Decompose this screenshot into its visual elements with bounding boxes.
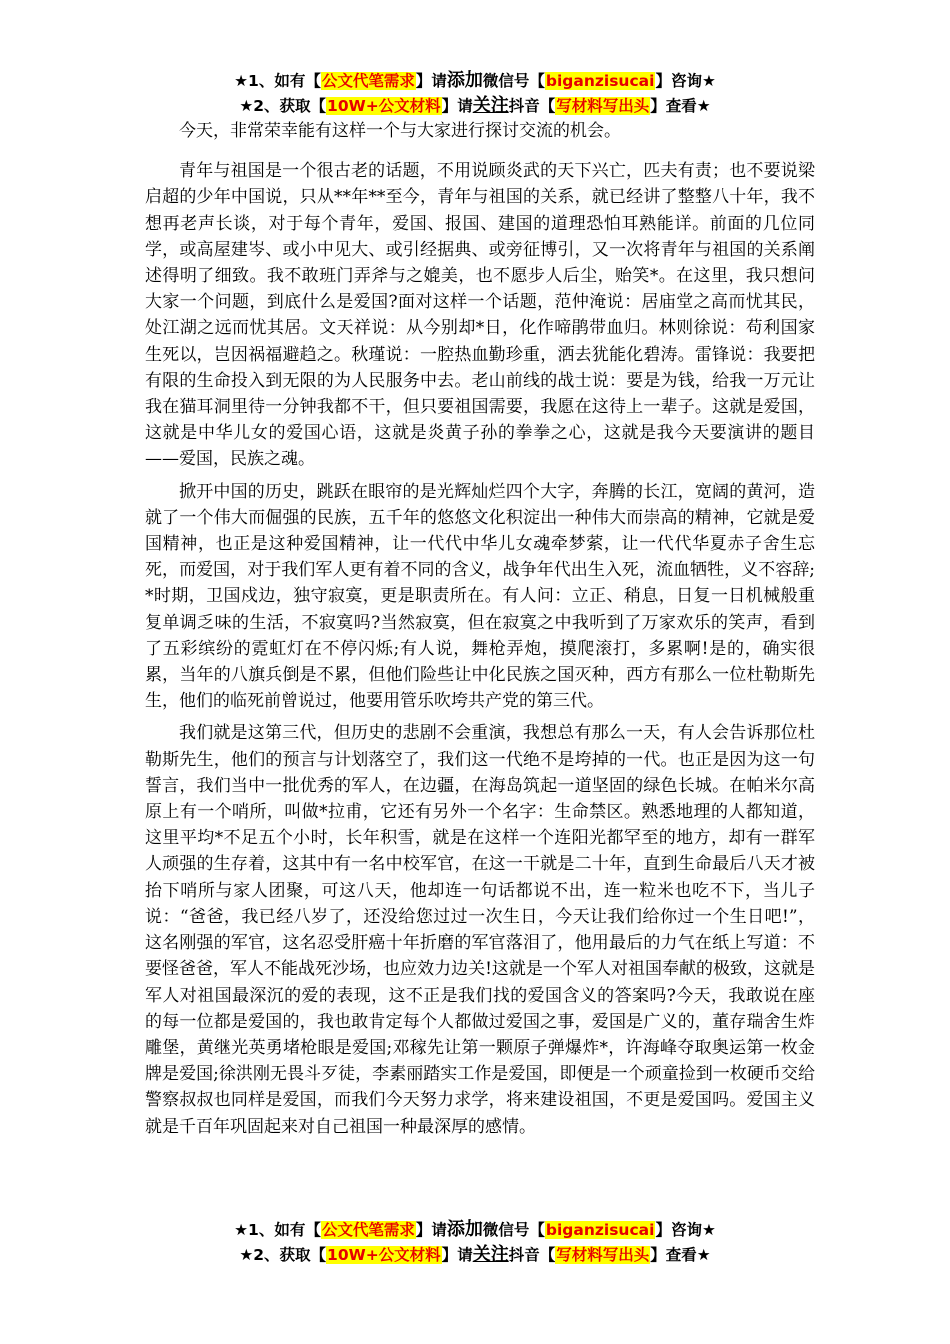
promo-text: 】请 — [441, 1246, 473, 1264]
highlight-douyin-account: 写材料写出头 — [556, 1246, 650, 1264]
promo-text: ★2、获取【 — [239, 97, 327, 115]
promo-line-1 — [0, 68, 950, 93]
highlight-ghostwriting: 公文代笔需求 — [321, 72, 415, 90]
promo-line-2 — [0, 1242, 950, 1267]
promo-header — [0, 68, 950, 118]
promo-emphasis-follow: 关注 — [472, 95, 509, 116]
highlight-ghostwriting: 公文代笔需求 — [321, 1221, 415, 1239]
promo-footer — [0, 1217, 950, 1267]
promo-text: ★1、如有【 — [234, 72, 321, 90]
highlight-materials: 10W+公文材料 — [327, 97, 441, 115]
promo-text: ★1、如有【 — [234, 1221, 321, 1239]
promo-text: 微信号【 — [482, 1221, 545, 1239]
promo-text: 】咨询★ — [655, 72, 716, 90]
promo-text: 抖音【 — [508, 97, 556, 115]
highlight-wechat-id: biganzisucai — [545, 1221, 655, 1239]
promo-emphasis-follow: 关注 — [472, 1244, 509, 1265]
promo-emphasis-add: 添加 — [446, 1219, 483, 1240]
promo-text: 微信号【 — [482, 72, 545, 90]
promo-text: ★2、获取【 — [239, 1246, 327, 1264]
promo-text: 】请 — [415, 1221, 447, 1239]
promo-emphasis-add: 添加 — [446, 70, 483, 91]
promo-text: 】请 — [441, 97, 473, 115]
promo-text: 】咨询★ — [655, 1221, 716, 1239]
promo-text: 】请 — [415, 72, 447, 90]
promo-text: 】查看★ — [650, 97, 711, 115]
promo-text: 抖音【 — [508, 1246, 556, 1264]
promo-line-2 — [0, 93, 950, 118]
paragraph-opening: 今天，非常荣幸能有这样一个与大家进行探讨交流的机会。 — [179, 121, 621, 141]
promo-text: 】查看★ — [650, 1246, 711, 1264]
highlight-douyin-account: 写材料写出头 — [556, 97, 650, 115]
paragraph: 青年与祖国是一个很古老的话题，不用说顾炎武的天下兴亡，匹夫有责；也不要说梁启超的少年中国说，只从**年**至今，青年与祖国的关系，就已经讲了整整八十年，我不想再老声长谈，对于每个青年，爱国、报国、建国的道理恐怕耳熟能详。前面的几位同学，或高屋建岑、或小中见大、或引经据典、或旁征博引，又一次将青年与祖国的关系阐述得明了细致。我不敢班门弄斧与之媲美，也不愿步人后尘，贻笑*。在这里，我只想问大家一个问题，到底什么是爱国?面对这样一个话题，范仲淹说：居庙堂之高而忧其民，处江湖之远而忧其居。文天祥说：从今别却*日，化作啼鹃带血归。林则徐说：苟利国家生死以，岂因祸福避趋之。秋瑾说：一腔热血勤珍重，洒去犹能化碧涛。雷锋说：我要把有限的生命投入到无限的为人民服务中去。老山前线的战士说：要是为钱，给我一万元让我在猫耳洞里待一分钟我都不干，但只要祖国需要，我愿在这待上一辈子。这就是爱国，这就是中华儿女的爱国心语，这就是炎黄子孙的拳拳之心，这就是我今天要演讲的题目——爱国，民族之魂。 — [145, 161, 815, 470]
paragraph: 我们就是这第三代，但历史的悲剧不会重演，我想总有那么一天，有人会告诉那位杜勒斯先生，他们的预言与计划落空了，我们这一代绝不是垮掉的一代。也正是因为这一句誓言，我们当中一批优秀的军人，在边疆，在海岛筑起一道坚固的绿色长城。在帕米尔高原上有一个哨所，叫做*拉甫，它还有另外一个名字：生命禁区。熟悉地理的人都知道，这里平均*不足五个小时，长年积雪，就是在这样一个连阳光都罕至的地方，却有一群军人顽强的生存着，这其中有一名中校军官，在这一干就是二十年，直到生命最后八天才被抬下哨所与家人团聚，可这八天，他却连一句话都说不出，连一粒米也吃不下，当儿子说：“爸爸，我已经八岁了，还没给您过过一次生日，今天让我们给你过一个生日吧!”，这名刚强的军官，这名忍受肝癌十年折磨的军官落泪了，他用最后的力气在纸上写道：不要怪爸爸，军人不能战死沙场，也应效力边关!这就是一个军人对祖国奉献的极致，这就是军人对祖国最深沉的爱的表现，这不正是我们找的爱国含义的答案吗?今天，我敢说在座的每一位都是爱国的，我也敢肯定每个人都做过爱国之事，爱国是广义的，董存瑞舍生炸雕堡，黄继光英勇堵枪眼是爱国;邓稼先让第一颗原子弹爆炸*，许海峰夺取奥运第一枚金牌是爱国;徐洪刚无畏斗歹徒，李素丽踏实工作是爱国，即便是一个顽童捡到一枚硬币交给警察叔叔也同样是爱国，而我们今天努力求学，将来建设祖国，不更是爱国吗。爱国主义就是千百年巩固起来对自己祖国一种最深厚的感情。 — [145, 723, 815, 1137]
promo-line-1 — [0, 1217, 950, 1242]
highlight-materials: 10W+公文材料 — [327, 1246, 441, 1264]
highlight-wechat-id: biganzisucai — [545, 72, 655, 90]
paragraph: 掀开中国的历史，跳跃在眼帘的是光辉灿烂四个大字，奔腾的长江，宽阔的黄河，造就了一个伟大而倔强的民族，五千年的悠悠文化积淀出一种伟大而崇高的精神，它就是爱国精神，也正是这种爱国精神，让一代代中华儿女魂牵梦萦，让一代代华夏赤子舍生忘死，而爱国，对于我们军人更有着不同的含义，战争年代出生入死，流血牺牲，义不容辞;*时期，卫国戍边，独守寂寞，更是职责所在。有人问：立正、稍息，日复一日机械般重复单调乏味的生活，不寂寞吗?当然寂寞，但在寂寞之中我听到了万家欢乐的笑声，看到了五彩缤纷的霓虹灯在不停闪烁;有人说，舞枪弄炮，摸爬滚打，多累啊!是的，确实很累，当年的八旗兵倒是不累，但他们险些让中化民族之国灭种，西方有那么一位杜勒斯先生，他们的临死前曾说过，他要用管乐吹垮共产党的第三代。 — [145, 481, 815, 712]
speech-body — [145, 118, 815, 1146]
